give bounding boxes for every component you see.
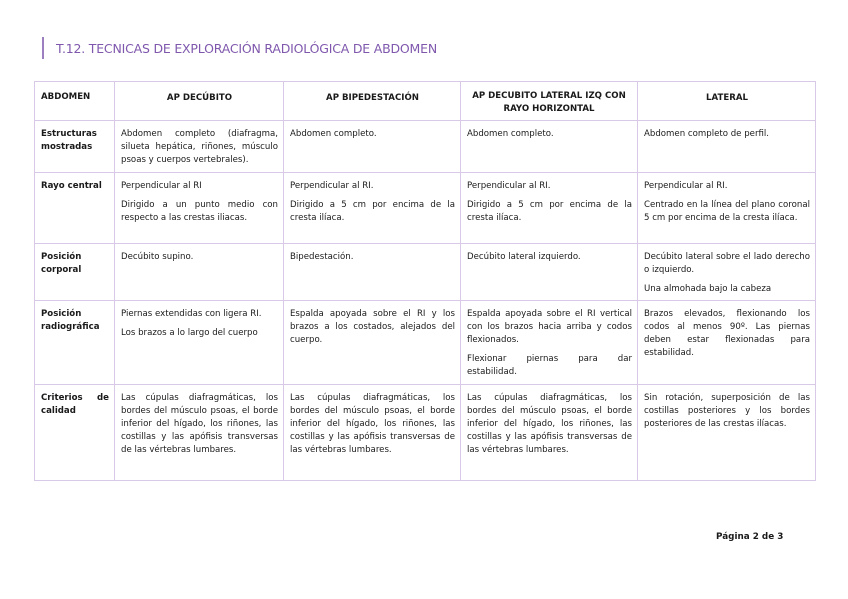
- table-row: [35, 244, 816, 301]
- table-cell: [638, 244, 816, 301]
- table-cell: [115, 301, 284, 385]
- cell-paragraph: Las cúpulas diafragmáticas, los bordes del músculo psoas, el borde inferior del hígado, los riñones, las costillas y las apófisis transversas de las vértebras lumbares.: [121, 393, 278, 455]
- column-header: LATERAL: [638, 82, 816, 121]
- row-label: Criterios de calidad: [35, 385, 115, 481]
- table-cell: [115, 244, 284, 301]
- table-cell: [461, 244, 638, 301]
- cell-paragraph: Dirigido a 5 cm por encima de la cresta ilíaca.: [467, 200, 632, 223]
- cell-paragraph: Las cúpulas diafragmáticas, los bordes del músculo psoas, el borde inferior del hígado, los riñones, las costillas y las apófisis transversas de las vértebras lumbares.: [467, 393, 632, 455]
- cell-paragraph: Dirigido a un punto medio con respecto a las crestas iliacas.: [121, 200, 278, 223]
- table-cell: [461, 385, 638, 481]
- table-cell: [461, 301, 638, 385]
- cell-paragraph: Centrado en la línea del plano coronal 5 cm por encima de la cresta ilíaca.: [644, 200, 810, 223]
- table-cell: [638, 301, 816, 385]
- cell-paragraph: Abdomen completo.: [290, 129, 377, 139]
- cell-paragraph: Espalda apoyada sobre el RI vertical con los brazos hacia arriba y codos flexionados.: [467, 309, 632, 345]
- row-label: Posición radiográfica: [35, 301, 115, 385]
- cell-paragraph: Abdomen completo (diafragma, silueta hepática, riñones, músculo psoas y cuerpos vertebrales).: [121, 129, 278, 165]
- table-cell: [284, 301, 461, 385]
- cell-paragraph: Piernas extendidas con ligera RI.: [121, 309, 262, 319]
- table-cell: [115, 173, 284, 244]
- column-header: ABDOMEN: [35, 82, 115, 121]
- cell-paragraph: Perpendicular al RI.: [467, 181, 551, 191]
- row-label: Rayo central: [35, 173, 115, 244]
- cell-paragraph: Brazos elevados, flexionando los codos al menos 90º. Las piernas deben estar flexionadas para estabilidad.: [644, 309, 810, 358]
- cell-paragraph: Espalda apoyada sobre el RI y los brazos a los costados, alejados del cuerpo.: [290, 309, 455, 345]
- table-cell: [115, 385, 284, 481]
- table-cell: [284, 121, 461, 173]
- table-cell: [115, 121, 284, 173]
- cell-paragraph: Dirigido a 5 cm por encima de la cresta ilíaca.: [290, 200, 455, 223]
- column-header: AP DECUBITO LATERAL IZQ CON RAYO HORIZONTAL: [461, 82, 638, 121]
- cell-paragraph: Bipedestación.: [290, 252, 354, 262]
- exploration-table: [34, 81, 816, 481]
- cell-paragraph: Perpendicular al RI.: [644, 181, 728, 191]
- cell-paragraph: Decúbito lateral sobre el lado derecho o izquierdo.: [644, 252, 810, 275]
- table-row: [35, 301, 816, 385]
- table-cell: [638, 385, 816, 481]
- row-label: Posición corporal: [35, 244, 115, 301]
- cell-paragraph: Flexionar piernas para dar estabilidad.: [467, 354, 632, 377]
- cell-paragraph: Perpendicular al RI.: [290, 181, 374, 191]
- cell-paragraph: Perpendicular al RI: [121, 181, 202, 191]
- document-title: T.12. TECNICAS DE EXPLORACIÓN RADIOLÓGICA DE ABDOMEN: [56, 40, 437, 56]
- document-header: [42, 37, 437, 59]
- table-cell: [638, 121, 816, 173]
- cell-paragraph: Decúbito lateral izquierdo.: [467, 252, 581, 262]
- cell-paragraph: Las cúpulas diafragmáticas, los bordes del músculo psoas, el borde inferior del hígado, los riñones, las costillas y las apófisis transversas de las vértebras lumbares.: [290, 393, 455, 455]
- cell-paragraph: Una almohada bajo la cabeza: [644, 284, 772, 294]
- table-cell: [461, 121, 638, 173]
- table-cell: [284, 173, 461, 244]
- table-row: [35, 385, 816, 481]
- table-header-row: [35, 82, 816, 121]
- cell-paragraph: Abdomen completo de perfil.: [644, 129, 770, 139]
- column-header: AP DECÚBITO: [115, 82, 284, 121]
- table-cell: [461, 173, 638, 244]
- cell-paragraph: Decúbito supino.: [121, 252, 194, 262]
- table-cell: [284, 385, 461, 481]
- cell-paragraph: Los brazos a lo largo del cuerpo: [121, 328, 258, 338]
- page-number: Página 2 de 3: [716, 532, 784, 542]
- table-cell: [284, 244, 461, 301]
- table-row: [35, 173, 816, 244]
- table-row: [35, 121, 816, 173]
- cell-paragraph: Sin rotación, superposición de las costillas posteriores y los bordes posteriores de las crestas ilíacas.: [644, 393, 810, 429]
- row-label: Estructuras mostradas: [35, 121, 115, 173]
- cell-paragraph: Abdomen completo.: [467, 129, 554, 139]
- column-header: AP BIPEDESTACIÓN: [284, 82, 461, 121]
- table-cell: [638, 173, 816, 244]
